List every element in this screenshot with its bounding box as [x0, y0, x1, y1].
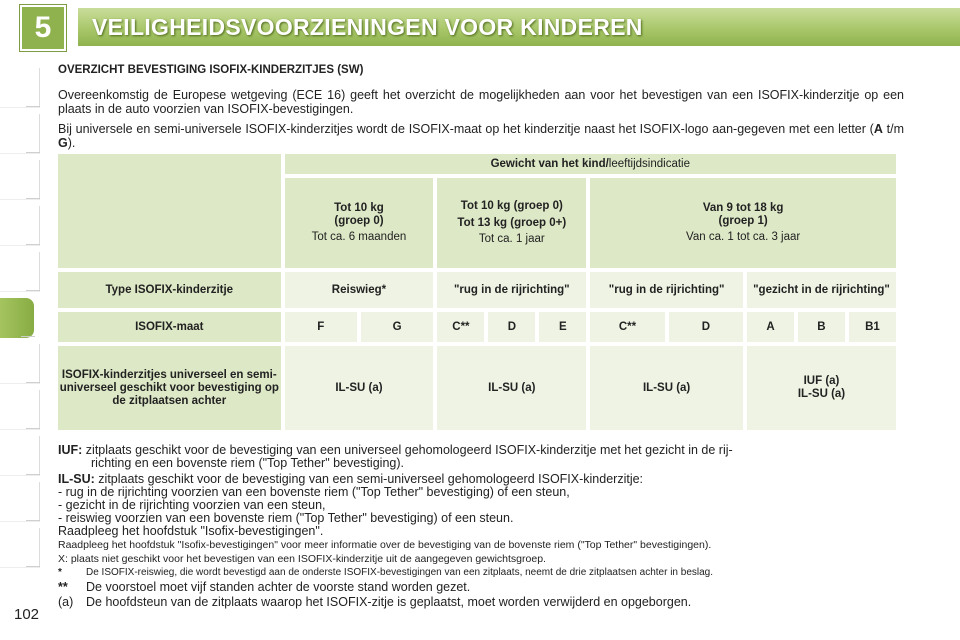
paragraph-1: Overeenkomstig de Europese wetgeving (ECE 16) geeft het overzicht de mogelijkheden aan voor het bevestigen van een ISOFIX-kinderzitje op een plaats in de auto voorzien van ISOFIX-bevestigingen. — [58, 88, 904, 116]
group-0-line2: (groep 0) — [334, 215, 384, 227]
section-title: OVERZICHT BEVESTIGING ISOFIX-KINDERZITJES (SW) — [58, 64, 364, 76]
type-label: Type ISOFIX-kinderzitje — [58, 272, 281, 308]
group-0-cell — [285, 178, 434, 268]
paragraph-2 — [58, 122, 904, 150]
page-number: 102 — [14, 606, 40, 623]
footnote-a — [58, 596, 904, 609]
group-1-age: Tot ca. 1 jaar — [478, 233, 545, 245]
x-note: X: plaats niet geschikt voor het bevestigen van een ISOFIX-kinderzitje uit de aangegeven gewichtsgroep. — [58, 553, 546, 565]
group-2-line1: Van 9 tot 18 kg — [702, 202, 784, 214]
footnote-dstar-text: De voorstoel moet vijf standen achter de voorste stand worden gezet. — [86, 580, 471, 594]
paragraph-2-pre: Bij universele en semi-universele ISOFIX-kinderzitjes wordt de ISOFIX-maat op het kinderzitje naast het ISOFIX-logo aan-gegeven met een letter ( — [58, 122, 874, 136]
page-title: VEILIGHEIDSVOORZIENINGEN VOOR KINDEREN — [92, 14, 643, 40]
chapter-tab-5[interactable] — [0, 252, 40, 292]
chapter-tab-10[interactable] — [0, 482, 40, 522]
notes-section — [58, 444, 904, 609]
footnote-a-key: (a) — [58, 595, 74, 609]
weight-header-normal: leeftijdsindicatie — [608, 157, 690, 170]
footnote-a-text: De hoofdsteun van de zitplaats waarop het ISOFIX-zitje is geplaatst, moet worden verwijderd en opgeborgen. — [86, 595, 692, 609]
chapter-tab-8[interactable] — [0, 390, 40, 430]
letter-a: A — [873, 122, 883, 136]
reference-note: Raadpleeg het hoofdstuk "Isofix-bevestigingen". — [58, 524, 324, 538]
iuf-text: zitplaats geschikt voor de bevestiging van een universeel gehomologeerd ISOFIX-kinderzitje met het gezicht in de rij- — [85, 443, 733, 457]
reference-note-detail: Raadpleeg het hoofdstuk "Isofix-bevestigingen" voor meer informatie over de bevestiging van de bovenste riem ("Top Tether" bevestigingen). — [58, 539, 712, 551]
chapter-tab-11[interactable] — [0, 528, 40, 568]
size-cell: D — [669, 312, 743, 342]
ilsu-text: zitplaats geschikt voor de bevestiging van een semi-universeel gehomologeerd ISOFIX-kinderzitje: — [98, 472, 644, 486]
ilsu-label: IL-SU: — [58, 472, 95, 486]
group-1-line1: Tot 10 kg (groep 0) — [460, 200, 563, 212]
bullet-item: - rug in de rijrichting voorzien van een bovenste riem ("Top Tether" bevestiging) of een steun, — [58, 485, 570, 499]
seat-cell-last — [747, 346, 896, 430]
size-cell: B1 — [849, 312, 896, 342]
weight-header — [285, 154, 896, 174]
seat-last-line1: IUF (a) — [803, 375, 840, 387]
type-cell: "gezicht in de rijrichting" — [747, 272, 896, 308]
group-1-cell — [590, 178, 896, 268]
seat-last-line2: IL-SU (a) — [797, 388, 846, 400]
note-iuf-cont: richting en een bovenste riem ("Top Tether" bevestiging). — [91, 456, 404, 470]
chapter-tab-2[interactable] — [0, 114, 40, 154]
paragraph-2-mid: t/m — [882, 122, 904, 136]
group-0-age: Tot ca. 6 maanden — [311, 231, 407, 243]
seats-label: ISOFIX-kinderzitjes universeel en semi-universeel geschikt voor bevestiging op de zitplaatsen achter — [58, 346, 281, 430]
footnote-dstar — [58, 581, 904, 594]
size-cell: D — [488, 312, 535, 342]
footnote-dstar-key: ** — [58, 580, 68, 594]
seat-cell: IL-SU (a) — [590, 346, 743, 430]
chapter-tab-active[interactable] — [0, 298, 34, 338]
group-0-line1: Tot 10 kg — [334, 202, 384, 214]
group-1-line2: Tot 13 kg (groep 0+) — [457, 217, 567, 229]
chapter-tab-3[interactable] — [0, 160, 40, 200]
size-cell: E — [539, 312, 586, 342]
chapter-tab-9[interactable] — [0, 436, 40, 476]
paragraph-2-post: ). — [67, 136, 76, 150]
isofix-table — [54, 150, 900, 434]
seat-cell: IL-SU (a) — [285, 346, 434, 430]
group-0plus-cell — [437, 178, 586, 268]
size-cell: F — [285, 312, 357, 342]
size-label: ISOFIX-maat — [58, 312, 281, 342]
group-2-line2: (groep 1) — [718, 215, 768, 227]
size-cell: B — [798, 312, 845, 342]
page-header — [0, 0, 960, 52]
footnote-star-key: * — [58, 567, 62, 578]
chapter-tab-7[interactable] — [0, 344, 40, 384]
size-cell: C** — [437, 312, 484, 342]
weight-header-bold: Gewicht van het kind/ — [490, 157, 609, 170]
size-cell: A — [747, 312, 794, 342]
bullet-item: - gezicht in de rijrichting voorzien van een steun, — [58, 498, 326, 512]
chapter-tab-4[interactable] — [0, 206, 40, 246]
bullet-item: - reiswieg voorzien van een bovenste riem ("Top Tether" bevestiging) of een steun. — [58, 511, 514, 525]
letter-g: G — [58, 136, 68, 150]
chapter-tabs — [0, 68, 40, 574]
type-cell: "rug in de rijrichting" — [590, 272, 743, 308]
table-corner — [58, 154, 281, 268]
iuf-label: IUF: — [58, 443, 83, 457]
chapter-number: 5 — [34, 11, 52, 44]
type-cell: "rug in de rijrichting" — [437, 272, 586, 308]
chapter-tab-1[interactable] — [0, 68, 40, 108]
seat-cell: IL-SU (a) — [437, 346, 586, 430]
group-2-age: Van ca. 1 tot ca. 3 jaar — [686, 231, 801, 243]
footnote-star-text: De ISOFIX-reiswieg, die wordt bevestigd aan de onderste ISOFIX-bevestigingen van een zitplaats, neemt de drie zitplaatsen achter in beslag. — [86, 567, 714, 578]
chapter-badge — [20, 5, 66, 51]
type-cell: Reiswieg* — [285, 272, 434, 308]
size-cell: C** — [590, 312, 665, 342]
size-cell: G — [361, 312, 433, 342]
intro-section — [58, 64, 904, 156]
footnote-star — [58, 566, 904, 580]
